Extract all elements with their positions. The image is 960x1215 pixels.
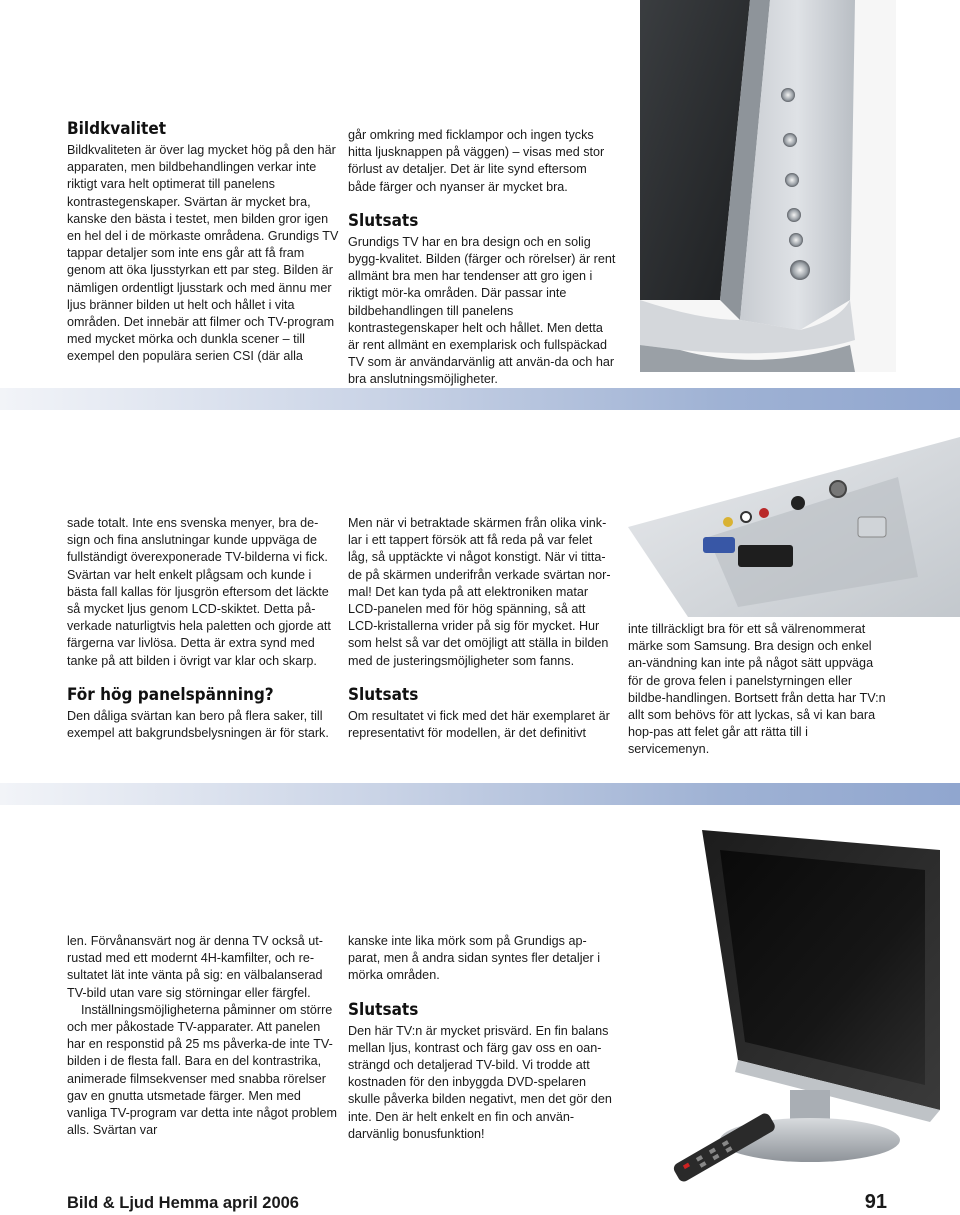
body-paragraph: Inställningsmöjligheterna påminner om större och mer påkostade TV-apparater. Att panelen har en responstid på 25 ms påverka-de inte TV-bilden i de flesta fall. Bara en del kontrastrika, animerade filmsekvenser med snabba rörelser gav en gnutta utsmetade färger. Men med vanliga TV-program var detta inte något problem alls. Svärtan var bbox=[67, 1002, 337, 1138]
section3-column-1 bbox=[67, 933, 339, 1139]
subheading: För hög panelspänning? bbox=[67, 684, 274, 705]
tv-with-remote-photo bbox=[640, 810, 960, 1190]
conclusion-heading: Slutsats bbox=[348, 999, 419, 1020]
section2-column-1 bbox=[67, 515, 339, 742]
tv-connectors-photo bbox=[628, 437, 960, 617]
section-divider-band bbox=[0, 388, 960, 410]
tv-side-buttons-photo bbox=[640, 0, 896, 372]
section2-column-3 bbox=[628, 621, 890, 759]
section1-left-column bbox=[67, 118, 339, 366]
body-paragraph: len. Förvånansvärt nog är denna TV också ut-rustad med ett modernt 4H-kamfilter, och re-sultatet lät inte vänta på sig: en välbalanserad TV-bild utan vare sig störningar eller färgfel. bbox=[67, 934, 323, 1000]
body-paragraph: Den dåliga svärtan kan bero på flera saker, till exempel att bakgrundsbelysningen är för stark. bbox=[67, 708, 329, 741]
magazine-footer: Bild & Ljud Hemma april 2006 bbox=[67, 1194, 299, 1212]
body-paragraph: Men när vi betraktade skärmen från olika vink-lar i ett tappert försök att få reda på var felet låg, så upptäckte vi något konstigt. När vi titta-de på skärmen underifrån verkade svärtan nor-mal! Det kan tyda på att elektroniken matar LCD-panelen med för hög spänning, så att LCD-kristallerna vrider på sig för mycket. Hur som helst så var det omöjligt att ställa in bilden med de justeringsmöjligheter som fanns. bbox=[348, 516, 611, 668]
conclusion-text: Grundigs TV har en bra design och en solig bygg-kvalitet. Bilden (färger och rörelser) är rent allmänt bra men har tendenser att gro igen i riktigt mör-ka områden. Där passar inte bildbehandlingen till panelens kontrastegenskaper helt och hållet. Men detta är rent allmänt en exemplarisk och fullspäckad TV som är användarvänlig att använ-da och har bra anslutningsmöjligheter. bbox=[348, 234, 616, 387]
section3-column-2 bbox=[348, 933, 616, 1143]
conclusion-heading: Slutsats bbox=[348, 210, 419, 231]
page-number: 91 bbox=[864, 1191, 887, 1213]
body-paragraph: kanske inte lika mörk som på Grundigs ap-parat, men å andra sidan syntes fler detaljer i mörka områden. bbox=[348, 934, 601, 983]
body-paragraph: Bildkvaliteten är över lag mycket hög på den här apparaten, men bildbehandlingen verkar inte riktigt vara helt optimerat till panelens kontrastegenskaper. Svärtan är mycket bra, kanske den bästa i testet, men bilden gror igen en hel del i de mörkaste områdena. Grundigs TV tappar detaljer som inte ens går att få fram genom att öka ljusstyrkan ett par steg. Bilden är nämligen ordentligt ljusstark och med ännu mer ljus bränner bilden ut helt och hållet i vita områden. Det innebär att filmer och TV-program med mycket mörka och dunkla scener – till exempel den populära serien CSI (där alla bbox=[67, 143, 339, 364]
section-heading: Bildkvalitet bbox=[67, 119, 167, 139]
body-paragraph: går omkring med ficklampor och ingen tycks hitta ljusknappen på väggen) – visas med stor förlust av detaljer. Det är lite synd eftersom både färger och nyanser är mycket bra. bbox=[348, 128, 605, 194]
body-paragraph: inte tillräckligt bra för ett så välrenommerat märke som Samsung. Bra design och enkel an-vändning kan inte på något sätt uppväga för de grova felen i panelstyrningen eller bildbe-handlingen. Bortsett från detta har TV:n allt som behövs för att lyckas, så vi kan bara hop-pas att felet går att rätta till i servicemenyn. bbox=[628, 622, 886, 757]
conclusion-text: Den här TV:n är mycket prisvärd. En fin balans mellan ljus, kontrast och färg gav oss en oan-strängd och detaljerad TV-bild. Vi trodde att kostnaden för den inbyggda DVD-spelaren skulle påverka bilden negativt, men det gör den inte. Den är helt enkelt en fin och använ-darvänlig bonusfunktion! bbox=[348, 1023, 612, 1141]
conclusion-text: Om resultatet vi fick med det här exemplaret är representativt för modellen, är det definitivt bbox=[348, 708, 610, 741]
section2-column-2 bbox=[348, 515, 616, 742]
conclusion-heading: Slutsats bbox=[348, 684, 419, 705]
body-paragraph: sade totalt. Inte ens svenska menyer, bra de-sign och fina anslutningar kunde uppväga de fullständigt överexponerade TV-bilderna vi fick. Svärtan var helt enkelt plågsam och kunde i bästa fall kallas för ljusgrön eftersom det läckte så mycket ljus genom LCD-skiktet. Detta på-verkade naturligtvis hela paletten och gjorde att färgerna var livlösa. Detta är extra synd med tanke på att bilden i övrigt var klar och skarp. bbox=[67, 516, 331, 668]
section-divider-band bbox=[0, 783, 960, 805]
section1-right-column bbox=[348, 127, 616, 389]
